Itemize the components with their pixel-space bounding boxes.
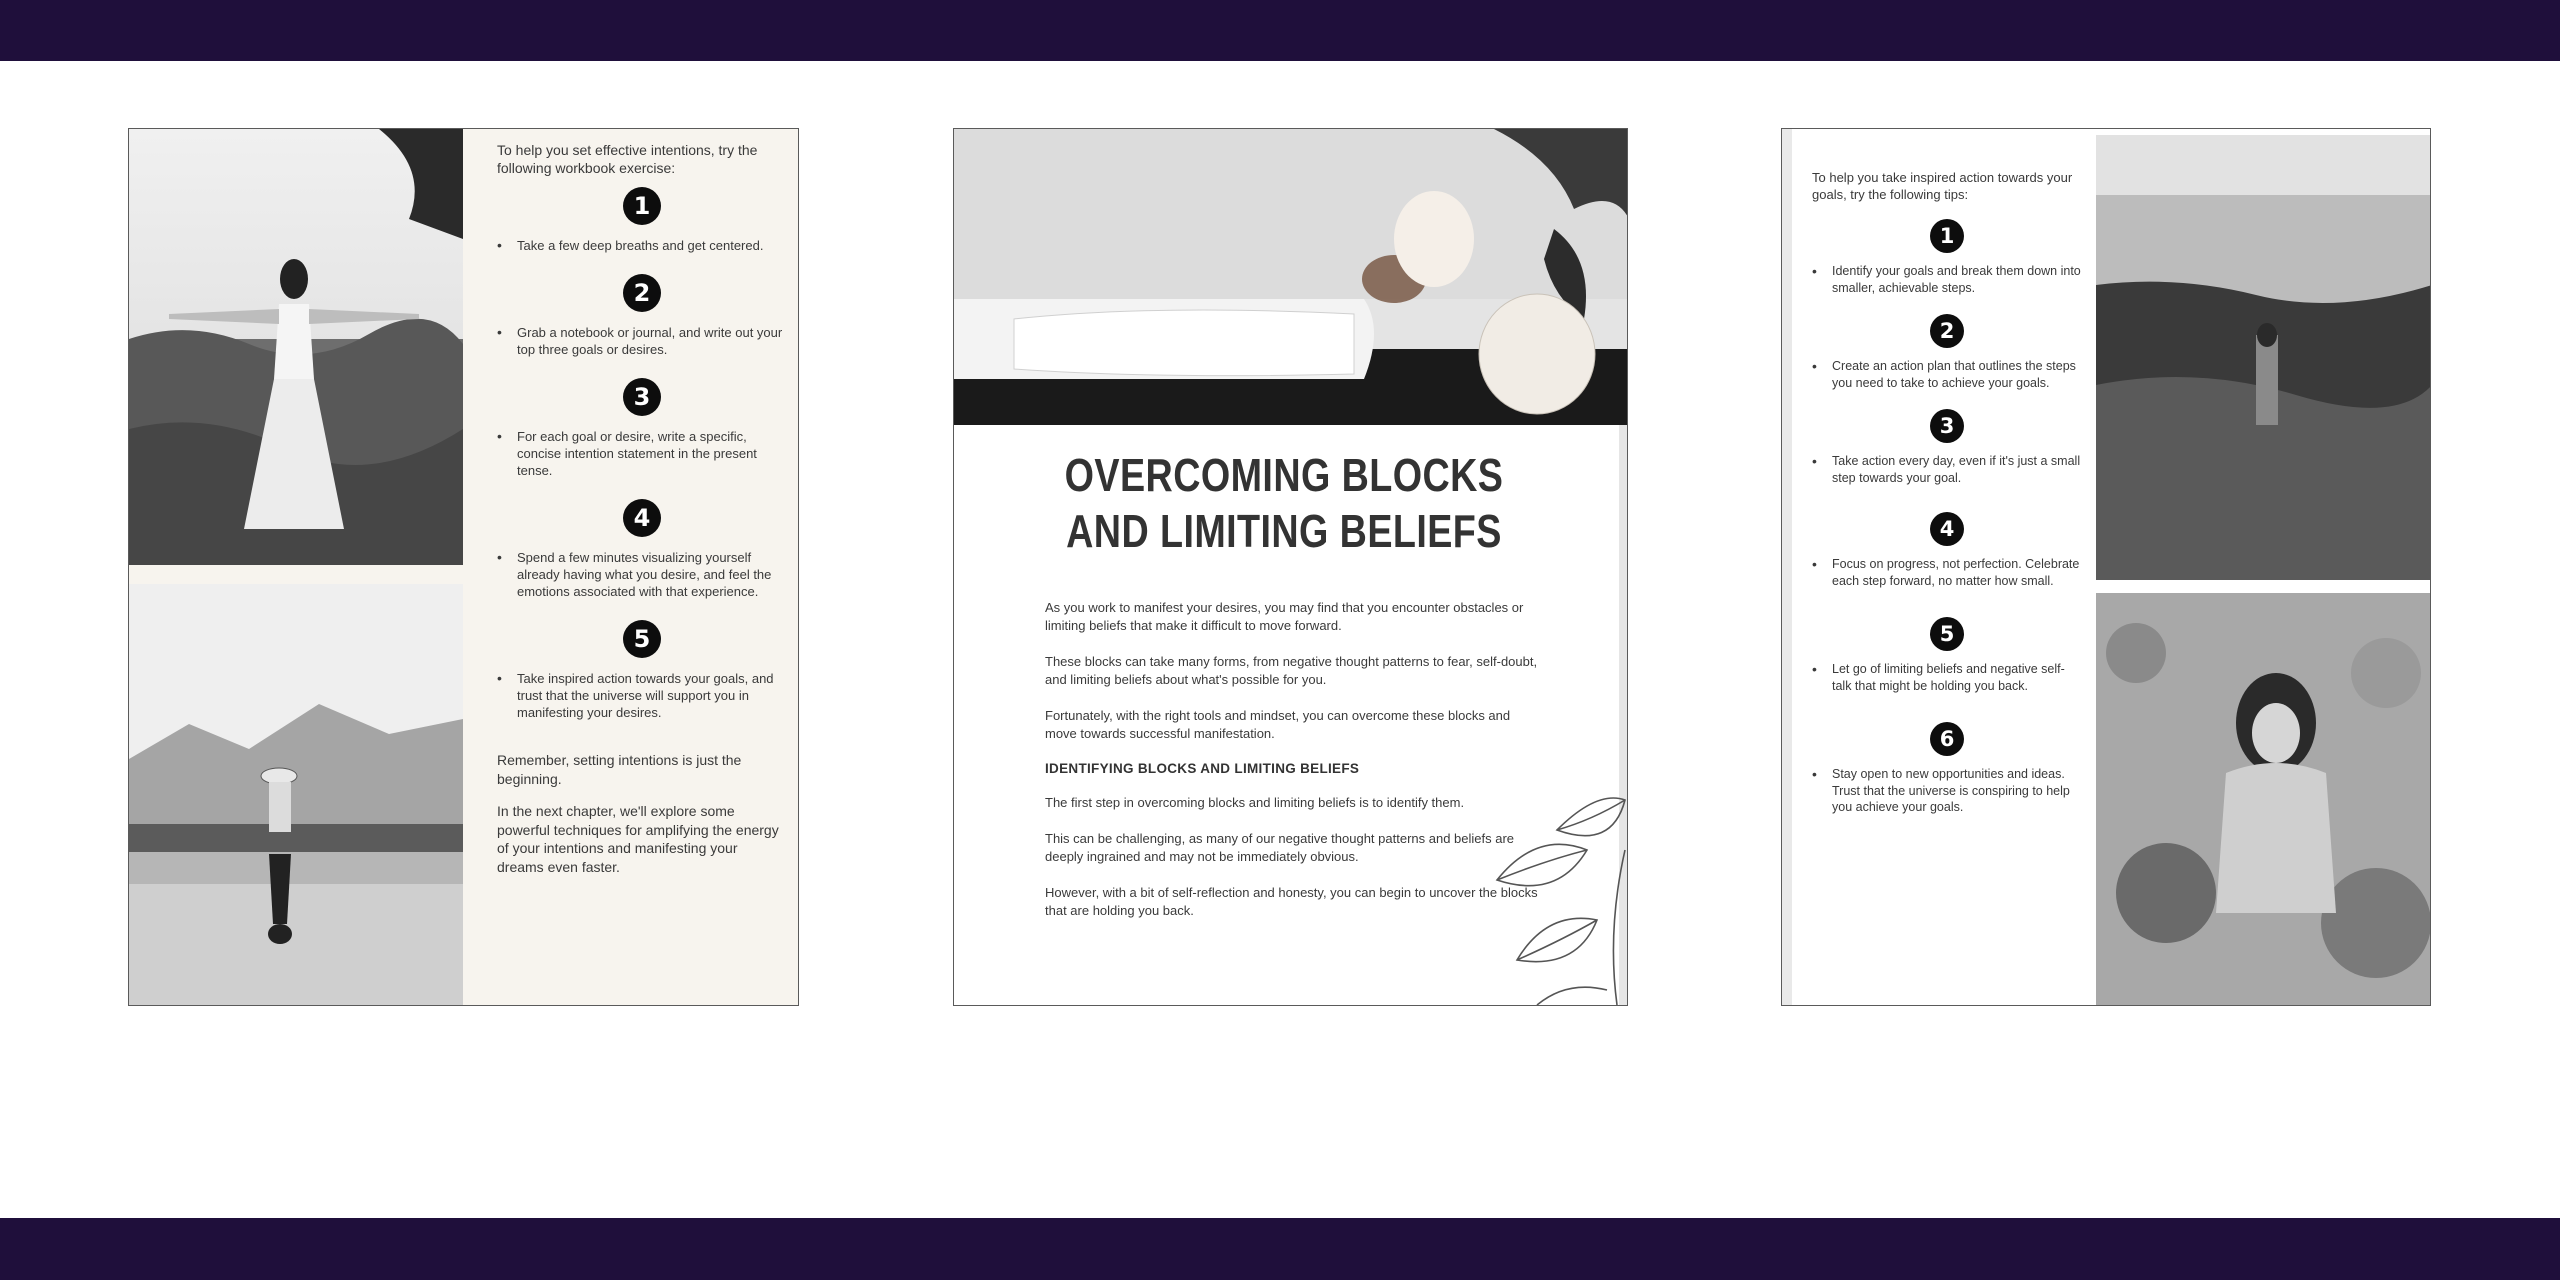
bullet-dot-icon: • [1812, 453, 1817, 469]
step-text: Identify your goals and break them down into smaller, achievable steps. [1832, 264, 2081, 295]
chapter-title [1013, 447, 1554, 559]
step-text: Spend a few minutes visualizing yourself already having what you desire, and feel the emotions associated with that experience. [517, 550, 772, 599]
bullet-dot-icon: • [497, 428, 502, 444]
page1-intro: To help you set effective intentions, try the following workbook exercise: [497, 142, 758, 176]
page2-paragraph: However, with a bit of self-reflection and honesty, you can begin to uncover the blocks that are holding you back. [1045, 885, 1538, 918]
page2-body [1045, 599, 1545, 938]
page-preview-intentions[interactable] [128, 128, 799, 1006]
step-text: Stay open to new opportunities and ideas. Trust that the universe is conspiring to help you achieve your goals. [1832, 767, 2070, 814]
step-3 [497, 378, 787, 479]
page2-paragraph: Fortunately, with the right tools and mindset, you can overcome these blocks and move towards successful manifestation. [1045, 708, 1511, 741]
bullet-dot-icon: • [1812, 556, 1817, 572]
step-text: Create an action plan that outlines the steps you need to take to achieve your goals. [1832, 359, 2076, 390]
photo-woman-lying-down [954, 129, 1628, 425]
page-preview-inspired-action[interactable] [1781, 128, 2431, 1006]
step-number-badge: 1 [623, 187, 661, 225]
bullet-dot-icon: • [1812, 766, 1817, 782]
bullet-dot-icon: • [497, 324, 502, 340]
page3-intro: To help you take inspired action towards your goals, try the following tips: [1812, 170, 2073, 202]
step-text: Let go of limiting beliefs and negative self-talk that might be holding you back. [1832, 662, 2065, 693]
bullet-dot-icon: • [1812, 358, 1817, 374]
step-number-badge: 3 [1930, 409, 1964, 443]
page1-outro-1: Remember, setting intentions is just the beginning. [497, 752, 742, 787]
step-number-badge: 4 [1930, 512, 1964, 546]
page-preview-overcoming-blocks[interactable] [953, 128, 1628, 1006]
step-3 [1812, 409, 2082, 486]
bullet-dot-icon: • [497, 670, 502, 686]
page-edge-shadow [1782, 129, 1792, 1006]
step-4 [1812, 512, 2082, 589]
page1-text-column [497, 141, 787, 876]
step-number-badge: 4 [623, 499, 661, 537]
photo-woman-in-meadow [129, 129, 463, 565]
bullet-dot-icon: • [497, 549, 502, 565]
bullet-dot-icon: • [497, 237, 502, 253]
page1-outro-2: In the next chapter, we'll explore some powerful techniques for amplifying the energy of your intentions and manifesting your dreams even faster. [497, 803, 779, 875]
page2-paragraph: As you work to manifest your desires, you may find that you encounter obstacles or limiting beliefs that make it difficult to move forward. [1045, 600, 1524, 633]
step-text: Focus on progress, not perfection. Celebrate each step forward, no matter how small. [1832, 557, 2080, 588]
step-text: Grab a notebook or journal, and write out your top three goals or desires. [517, 325, 783, 357]
botanical-leaf-illustration [1477, 790, 1627, 1005]
page2-subheading: IDENTIFYING BLOCKS AND LIMITING BELIEFS [1045, 761, 1360, 776]
step-number-badge: 6 [1930, 722, 1964, 756]
step-5 [497, 620, 787, 721]
step-number-badge: 2 [623, 274, 661, 312]
page2-paragraph: This can be challenging, as many of our negative thought patterns and beliefs are deeply ingrained and may not be immediately obvious. [1045, 831, 1515, 864]
step-text: Take a few deep breaths and get centered. [517, 238, 764, 253]
step-number-badge: 5 [623, 620, 661, 658]
step-number-badge: 3 [623, 378, 661, 416]
step-6 [1812, 722, 2082, 816]
step-text: Take inspired action towards your goals, and trust that the universe will support you in manifesting your desires. [517, 671, 774, 720]
step-2 [1812, 314, 2082, 391]
step-text: For each goal or desire, write a specific, concise intention statement in the present tense. [517, 429, 757, 478]
photo-woman-in-tall-grass [2096, 135, 2431, 580]
bullet-dot-icon: • [1812, 263, 1817, 279]
page2-paragraph: The first step in overcoming blocks and limiting beliefs is to identify them. [1045, 795, 1465, 810]
chapter-title-line-1: OVERCOMING BLOCKS [1064, 449, 1504, 501]
page2-paragraph: These blocks can take many forms, from negative thought patterns to fear, self-doubt, and limiting beliefs about what's possible for you. [1045, 654, 1538, 687]
step-number-badge: 5 [1930, 617, 1964, 651]
chapter-title-line-2: AND LIMITING BELIEFS [1066, 505, 1502, 557]
bullet-dot-icon: • [1812, 661, 1817, 677]
step-text: Take action every day, even if it's just a small step towards your goal. [1832, 454, 2081, 485]
step-number-badge: 2 [1930, 314, 1964, 348]
step-1 [1812, 219, 2082, 296]
step-4 [497, 499, 787, 600]
step-5 [1812, 617, 2082, 694]
photo-woman-by-lake [129, 584, 463, 1006]
step-number-badge: 1 [1930, 219, 1964, 253]
top-band [0, 0, 2560, 61]
page3-text-column [1812, 169, 2082, 816]
bottom-band [0, 1218, 2560, 1280]
photo-woman-among-flowers [2096, 593, 2431, 1006]
step-2 [497, 274, 787, 358]
step-1 [497, 187, 787, 254]
